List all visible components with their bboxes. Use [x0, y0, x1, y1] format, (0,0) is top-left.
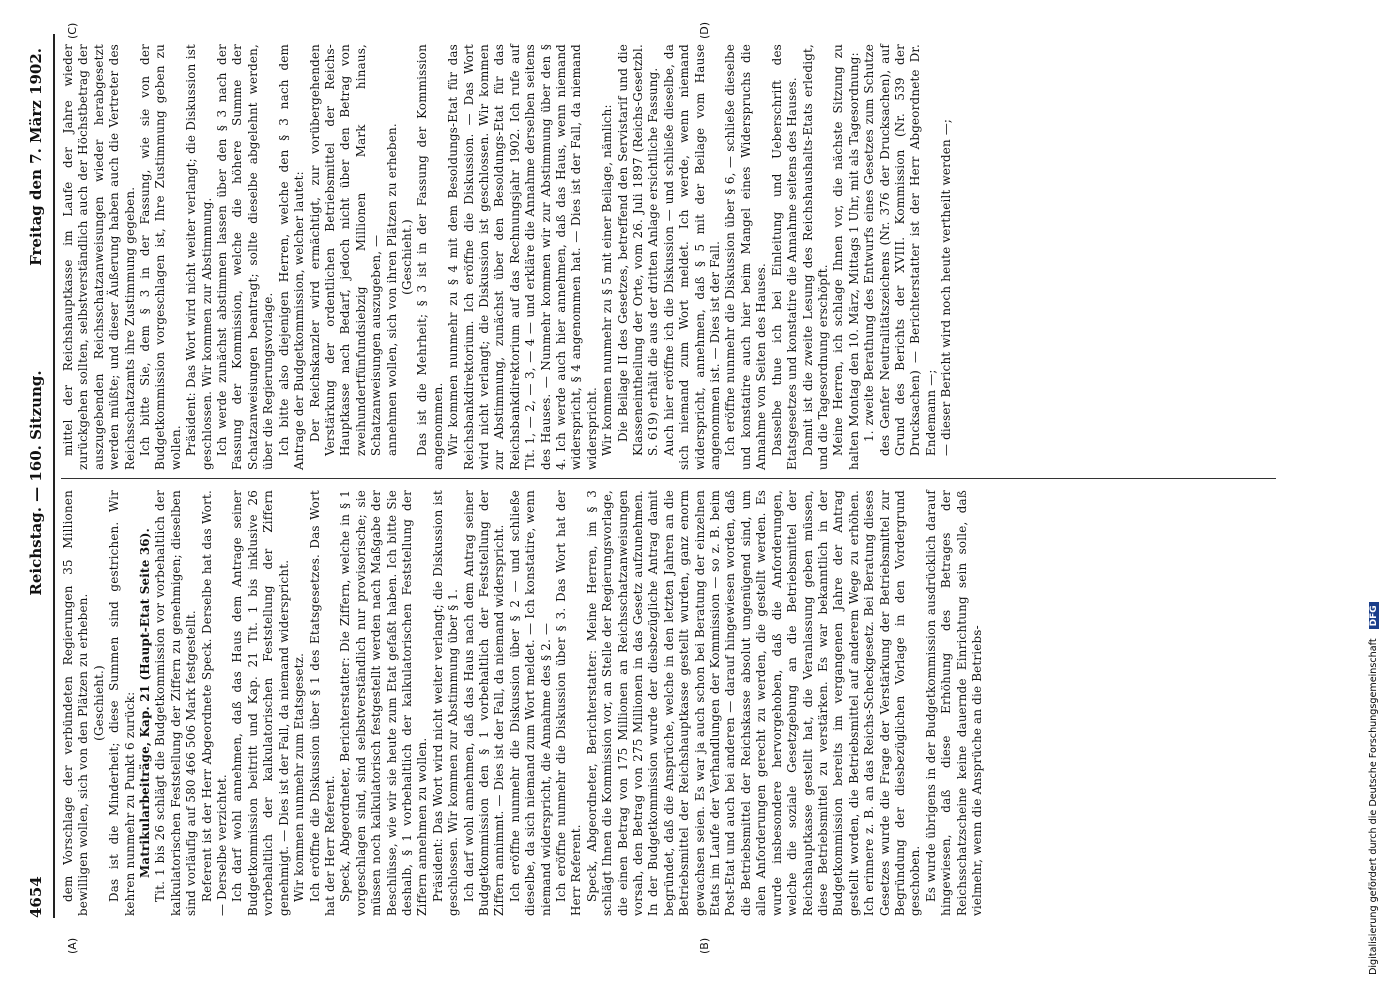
paragraph: Auch hier eröffne ich die Diskussion — und schließe dieselbe, da sich niemand zum Wort meldet. Ich werde, wenn niemand widerspricht, annehmen, daß § 5 mit der Beilage vom Hause angenommen ist. — Dies ist der Fall. — [661, 44, 723, 470]
paragraph: Ich bitte Sie, dem § 3 in der Fassung, wie sie von der Budgetkommission vorgeschlagen ist, Ihre Zustimmung geben zu wollen. — [138, 44, 183, 470]
credit-text: Digitalisierung gefördert durch die Deutsche Forschungsgemeinschaft — [1368, 638, 1379, 975]
paragraph: Ich eröffne nunmehr die Diskussion über § 6, — schließe dieselbe und konstatire auch hier beim Mangel eines Widerspruchs die Annahme von Seiten des Hauses. — [723, 44, 769, 470]
paragraph: mittel der Reichshauptkasse im Laufe der Jahre wieder zurückgehen sollten, selbstverständlich auch der Höchstbetrag der auszugebenden Reichsschatzanweisungen wieder herabgesetzt werden müßte; und dieser Äußerung haben auch die Vertreter des Reichsschatzamts ihre Zustimmung gegeben. — [61, 44, 137, 470]
margin-marker-a: (A) — [66, 937, 79, 954]
session-title: Reichstag. — 160. Sitzung. — [27, 370, 45, 596]
quoted-text: Der Reichskanzler wird ermächtigt, zur vorübergehenden Verstärkung der ordentlichen Betriebsmittel der Reichs-Hauptkasse nach Bedarf, jedoch nicht über den Betrag von zweihundertfünfundsiebzig Millionen Mark hinaus, Schatzanweisungen auszugeben, — — [307, 44, 384, 456]
paragraph: Meine Herren, ich schlage Ihnen vor, die nächste Sitzung zu halten Montag den 10. März, Mittags 1 Uhr, mit als Tagesordnung: — [831, 44, 861, 470]
paragraph: (Geschieht.) — [91, 665, 106, 741]
speech-president: Präsident: Das Wort wird nicht weiter verlangt; die Diskussion ist geschlossen. Wir kommen zur Abstimmung. — [184, 44, 214, 470]
paragraph: — dieser Bericht wird noch heute vertheilt werden —; — [939, 118, 954, 456]
paragraph: Wir kommen nunmehr zu § 5 mit einer Beilage, nämlich: — [600, 104, 615, 456]
paragraph: Ich eröffne nunmehr die Diskussion über § 3. Das Wort hat der Herr Referent. — [554, 490, 584, 916]
paragraph: Referent ist der Herr Abgeordnete Speck. Derselbe hat das Wort. — Derselbe verzichtet. — [199, 490, 230, 916]
speech-speck: Speck, Abgeordneter, Berichterstatter: Meine Herren, im § 3 schlägt Ihnen die Kommission vor, an Stelle der Regierungsvorlage, die einen Betrag von 175 Millionen an Reichsschatzanweisungen vorsah, den Betrag von 275 Millionen in das Gesetz aufzunehmen. In der Budgetkommission wurde der diesbezügliche Antrag damit begründet, daß die Ansprüche, welche in den letzten Jahren an die Betriebsmittel der Reichshauptkasse gestellt wurden, ganz enorm gewachsen seien. Es war ja auch schon bei Beratung der einzelnen Etats im Laufe der Verhandlungen der Kommission — so z. B. beim Post-Etat und auch bei anderen — darauf hingewiesen worden, daß die Betriebsmittel der Reichskasse absolut ungenügend sind, um allen Anforderungen gerecht zu werden, die gestellt werden. Es wurde insbesondere hervorgehoben, daß die Anforderungen, welche die soziale Gesetzgebung an die Betriebsmittel der Reichshauptkasse gestellt hat, die Veranlassung geben müssen, diese Betriebsmittel zu verstärken. Es war bekanntlich in der Budgetkommission bereits im vergangenen Jahre der Antrag gestellt worden, die Betriebsmittel auf anderem Wege zu erhöhen. Ich erinnere z. B. an das Reichs-Scheckgesetz. Bei Beratung dieses Gesetzes wurde die Frage der Verstärkung der Betriebsmittel zur Begründung der diesbezüglichen Vorlage in den Vordergrund geschoben. — [584, 490, 923, 916]
speech-speck: Speck, Abgeordneter, Berichterstatter: Die Ziffern, welche in § 1 vorgeschlagen sind, sind selbstverständlich nur provisorische; sie müssen noch kalkulatorisch festgestellt werden nach Maßgabe der Beschlüsse, wie wir sie heute zum Etat gefaßt haben. Ich bitte Sie deshalb, § 1 vorbehaltlich der kalkulatorischen Feststellung der Ziffern annehmen zu wollen. — [338, 490, 430, 916]
digitization-credit — [1368, 15, 1379, 975]
page-number: 4654 — [27, 876, 45, 918]
margin-marker-c: (C) — [66, 22, 79, 39]
paragraph: Ich eröffne nunmehr die Diskussion über § 2 — und schließe dieselbe, da sich niemand zum Wort meldet. — Ich konstatire, wenn niemand widerspricht, die Annahme des § 2. — — [507, 490, 553, 916]
paragraph: dem Vorschlage der verbündeten Regierungen 35 Millionen bewilligen wollen, sich von den Plätzen zu erheben. — [61, 490, 91, 916]
paragraph: Wir kommen nunmehr zu § 4 mit dem Besoldungs-Etat für das Reichsbankdirektorium. Ich eröffne die Diskussion. — Das Wort wird nicht verlangt; die Diskussion ist geschlossen. Wir kommen zur Abstimmung, zunächst über den Besoldungs-Etat für das Reichsbankdirektorium auf das Rechnungsjahr 1902. Ich rufe auf Tit. 1, — 2, — 3, — 4 — und erkläre die Annahme derselben seitens des Hauses. — Nunmehr kommen wir zur Abstimmung über den § 4. Ich werde auch hier annehmen, daß das Haus, wenn niemand widerspricht, § 4 angenommen hat. — Dies ist der Fall, da niemand widerspricht. — [446, 44, 599, 470]
paragraph: (Geschieht.) — [399, 219, 414, 295]
paragraph: Ich darf wohl annehmen, daß das Haus dem Antrage seiner Budgetkommission beitritt und Kap. 21 Tit. 1 bis inklusive 26 vorbehaltlich der kalkulatorischen Feststellung der Ziffern genehmigt. — Dies ist der Fall, da niemand widerspricht. — [230, 490, 291, 916]
paragraph: Es wurde übrigens in der Budgetkommission ausdrücklich darauf hingewiesen, daß diese Erhöhung des Betrages der Reichsschatzscheine keine dauernde Einrichtung sein solle, daß vielmehr, wenn die Ansprüche an die Betriebs- — [923, 490, 984, 916]
paragraph: Das ist die Minderheit; diese Summen sind gestrichen. Wir kehren nunmehr zu Punkt 6 zurück: — [107, 490, 137, 916]
paragraph: annehmen wollen, sich von ihren Plätzen zu erheben. — [384, 123, 399, 456]
paragraph: Ich bitte also diejenigen Herren, welche den § 3 nach dem Antrage der Budgetkommission, welcher lautet: — [276, 44, 307, 470]
margin-marker-b: (B) — [698, 937, 711, 954]
paragraph: Ich darf wohl annehmen, daß das Haus nach dem Antrag seiner Budgetkommission den § 1 vorbehaltlich der Feststellung der Ziffern annimmt. — Dies ist der Fall, da niemand widerspricht. — [461, 490, 507, 916]
agenda-item: 1. zweite Berathung des Entwurfs eines Gesetzes zum Schutze des Genfer Neutralitätszeichens (Nr. 376 der Drucksachen), auf Grund des Berichts der XVIII. Kommission (Nr. 539 der Drucksachen) — Berichterstatter ist der Herr Abgeordnete Dr. Endemann —; — [862, 44, 938, 456]
dfg-logo: DFG — [1369, 602, 1379, 629]
paragraph: Dasselbe thue ich bei Einleitung und Ueberschrift des Etatsgesetzes und konstatire die Annahme seitens des Hauses. — [769, 44, 800, 470]
rotated-page — [21, 21, 1341, 954]
session-date: Freitag den 7. März 1902. — [27, 48, 45, 266]
column-divider — [61, 478, 1276, 479]
header-rule — [53, 34, 55, 918]
paragraph: Das ist die Mehrheit; § 3 ist in der Fassung der Kommission angenommen. — [415, 44, 445, 470]
section-heading: Matrikularbeiträge, Kap. 21 (Haupt-Etat Seite 36). — [138, 528, 153, 878]
speech-president: Präsident: Das Wort wird nicht weiter verlangt; die Diskussion ist geschlossen. Wir kommen zur Abstimmung über § 1. — [430, 490, 461, 916]
page-header — [21, 48, 49, 918]
left-column — [61, 490, 985, 916]
paragraph: Damit ist die zweite Lesung des Reichshaushalts-Etats erledigt, und die Tagesordnung erschöpft. — [800, 44, 830, 470]
quoted-text: Die Beilage II des Gesetzes, betreffend den Servistarif und die Klasseneintheilung der Orte, vom 26. Juli 1897 (Reichs-Gesetzbl. S. 619) erhält die aus der dritten Anlage ersichtliche Fassung. — [615, 44, 661, 456]
paragraph: Tit. 1 bis 26 schlägt die Budgetkommission vor vorbehaltlich der kalkulatorischen Feststellung der Ziffern zu genehmigen; dieselben sind vorläufig auf 580 466 506 Mark festgestellt. — [153, 490, 199, 916]
margin-marker-d: (D) — [698, 21, 711, 39]
paragraph: Wir kommen nunmehr zum Etatsgesetz. — [292, 652, 307, 902]
paragraph: Ich eröffne die Diskussion über § 1 des Etatsgesetzes. Das Wort hat der Herr Referent. — [307, 490, 337, 916]
paragraph: Ich werde zunächst abstimmen lassen über den § 3 nach der Fassung der Kommission, welche die höhere Summe der Schatzanweisungen beantragt; sollte dieselbe abgelehnt werden, über die Regierungsvorlage. — [215, 44, 276, 470]
right-column — [61, 44, 955, 470]
